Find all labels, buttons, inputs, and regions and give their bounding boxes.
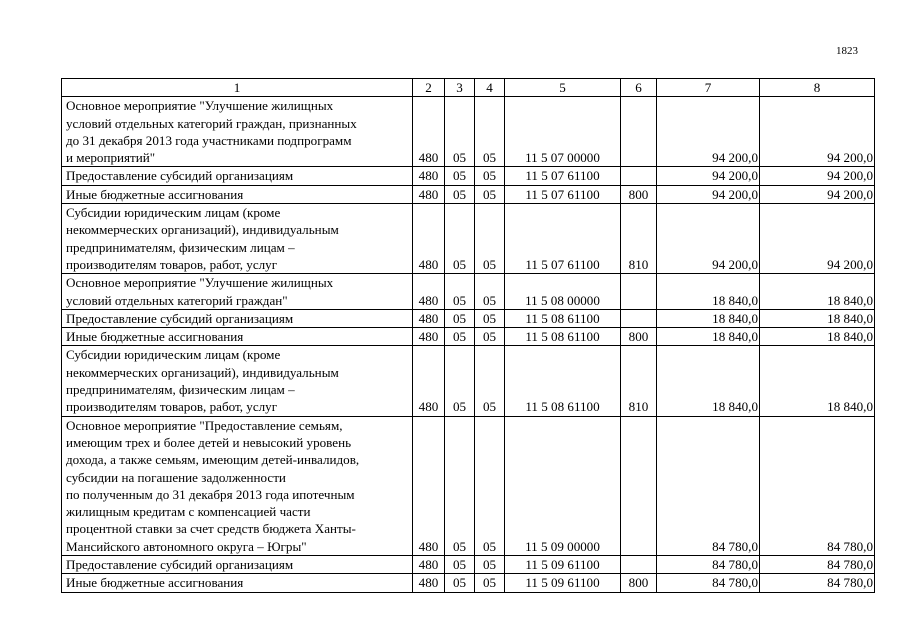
amount-cell: 84 780,0	[657, 556, 760, 574]
table-row	[62, 416, 875, 555]
row-name-line: Основное мероприятие "Предоставление семьям,	[66, 417, 343, 433]
table-row	[62, 274, 875, 310]
row-name-line: Субсидии юридическим лицам (кроме	[66, 347, 281, 363]
row-name-line: Субсидии юридическим лицам (кроме	[66, 205, 281, 221]
amount-cell: 18 840,0	[657, 328, 760, 346]
amount-cell: 84 780,0	[657, 416, 760, 555]
table-row	[62, 574, 875, 592]
amount-cell: 84 780,0	[760, 556, 875, 574]
subsection-code-cell: 05	[475, 274, 505, 310]
target-article-cell: 11 5 08 61100	[505, 309, 621, 327]
subsection-code-cell: 05	[475, 185, 505, 203]
row-name-cell	[62, 574, 413, 592]
admin-code-cell: 480	[413, 97, 445, 167]
row-name-line: некоммерческих организаций), индивидуальным	[66, 364, 339, 380]
section-code-cell: 05	[445, 97, 475, 167]
table-row	[62, 204, 875, 274]
header-cell: 2	[413, 79, 445, 97]
row-name-line: дохода, а также семьям, имеющим детей-инвалидов,	[66, 452, 360, 468]
subsection-code-cell: 05	[475, 416, 505, 555]
table-row	[62, 309, 875, 327]
section-code-cell: 05	[445, 556, 475, 574]
row-name-line: до 31 декабря 2013 года участниками подпрограмм	[66, 132, 352, 148]
subsection-code-cell: 05	[475, 328, 505, 346]
expense-type-cell: 800	[621, 328, 657, 346]
target-article-cell: 11 5 07 61100	[505, 204, 621, 274]
amount-cell: 94 200,0	[657, 204, 760, 274]
row-name-line: и мероприятий"	[66, 150, 156, 166]
header-cell: 8	[760, 79, 875, 97]
admin-code-cell: 480	[413, 328, 445, 346]
row-name-line: производителям товаров, работ, услуг	[66, 399, 278, 415]
amount-cell: 18 840,0	[657, 309, 760, 327]
row-name-cell	[62, 274, 413, 310]
amount-cell: 84 780,0	[657, 574, 760, 592]
amount-cell: 94 200,0	[657, 97, 760, 167]
expense-type-cell	[621, 309, 657, 327]
table-row	[62, 167, 875, 185]
expense-type-cell: 800	[621, 185, 657, 203]
expense-type-cell	[621, 167, 657, 185]
amount-cell: 18 840,0	[760, 309, 875, 327]
target-article-cell: 11 5 07 61100	[505, 167, 621, 185]
expense-type-cell: 800	[621, 574, 657, 592]
row-name-cell	[62, 416, 413, 555]
row-name-cell	[62, 167, 413, 185]
row-name-line: Предоставление субсидий организациям	[66, 168, 294, 184]
amount-cell: 94 200,0	[760, 167, 875, 185]
amount-cell: 94 200,0	[760, 204, 875, 274]
section-code-cell: 05	[445, 574, 475, 592]
admin-code-cell: 480	[413, 167, 445, 185]
admin-code-cell: 480	[413, 416, 445, 555]
target-article-cell: 11 5 07 61100	[505, 185, 621, 203]
section-code-cell: 05	[445, 274, 475, 310]
row-name-cell	[62, 185, 413, 203]
admin-code-cell: 480	[413, 346, 445, 416]
header-cell: 3	[445, 79, 475, 97]
row-name-line: условий отдельных категорий граждан"	[66, 292, 288, 308]
admin-code-cell: 480	[413, 204, 445, 274]
target-article-cell: 11 5 08 00000	[505, 274, 621, 310]
row-name-line: Иные бюджетные ассигнования	[66, 575, 244, 591]
table-row	[62, 185, 875, 203]
header-cell: 1	[62, 79, 413, 97]
row-name-line: предпринимателям, физическим лицам –	[66, 239, 295, 255]
header-cell: 7	[657, 79, 760, 97]
amount-cell: 18 840,0	[760, 346, 875, 416]
section-code-cell: 05	[445, 346, 475, 416]
admin-code-cell: 480	[413, 574, 445, 592]
target-article-cell: 11 5 08 61100	[505, 328, 621, 346]
amount-cell: 94 200,0	[760, 97, 875, 167]
page-number: 1823	[836, 45, 858, 57]
amount-cell: 18 840,0	[760, 328, 875, 346]
expense-type-cell	[621, 556, 657, 574]
row-name-line: условий отдельных категорий граждан, признанных	[66, 115, 357, 131]
amount-cell: 94 200,0	[657, 185, 760, 203]
table-row	[62, 556, 875, 574]
target-article-cell: 11 5 08 61100	[505, 346, 621, 416]
table-row	[62, 346, 875, 416]
section-code-cell: 05	[445, 416, 475, 555]
row-name-line: Иные бюджетные ассигнования	[66, 329, 244, 345]
budget-table	[61, 78, 875, 593]
row-name-cell	[62, 97, 413, 167]
table-row	[62, 97, 875, 167]
target-article-cell: 11 5 09 00000	[505, 416, 621, 555]
expense-type-cell	[621, 274, 657, 310]
row-name-line: некоммерческих организаций), индивидуальным	[66, 222, 339, 238]
section-code-cell: 05	[445, 204, 475, 274]
amount-cell: 84 780,0	[760, 574, 875, 592]
amount-cell: 18 840,0	[657, 346, 760, 416]
admin-code-cell: 480	[413, 309, 445, 327]
subsection-code-cell: 05	[475, 346, 505, 416]
section-code-cell: 05	[445, 328, 475, 346]
section-code-cell: 05	[445, 309, 475, 327]
amount-cell: 18 840,0	[760, 274, 875, 310]
header-cell: 6	[621, 79, 657, 97]
admin-code-cell: 480	[413, 185, 445, 203]
header-cell: 5	[505, 79, 621, 97]
row-name-line: Основное мероприятие "Улучшение жилищных	[66, 98, 334, 114]
table-row	[62, 328, 875, 346]
target-article-cell: 11 5 09 61100	[505, 574, 621, 592]
row-name-line: Предоставление субсидий организациям	[66, 557, 294, 573]
row-name-cell	[62, 346, 413, 416]
subsection-code-cell: 05	[475, 574, 505, 592]
target-article-cell: 11 5 07 00000	[505, 97, 621, 167]
row-name-line: Мансийского автономного округа – Югры"	[66, 538, 307, 554]
row-name-cell	[62, 204, 413, 274]
expense-type-cell	[621, 416, 657, 555]
expense-type-cell: 810	[621, 346, 657, 416]
subsection-code-cell: 05	[475, 309, 505, 327]
row-name-line: субсидии на погашение задолженности	[66, 469, 286, 485]
expense-type-cell	[621, 97, 657, 167]
admin-code-cell: 480	[413, 556, 445, 574]
row-name-cell	[62, 309, 413, 327]
row-name-line: Иные бюджетные ассигнования	[66, 186, 244, 202]
subsection-code-cell: 05	[475, 167, 505, 185]
row-name-line: процентной ставки за счет средств бюджета Ханты-	[66, 521, 356, 537]
subsection-code-cell: 05	[475, 556, 505, 574]
amount-cell: 94 200,0	[657, 167, 760, 185]
amount-cell: 94 200,0	[760, 185, 875, 203]
row-name-cell	[62, 556, 413, 574]
subsection-code-cell: 05	[475, 204, 505, 274]
admin-code-cell: 480	[413, 274, 445, 310]
row-name-line: имеющим трех и более детей и невысокий уровень	[66, 434, 352, 450]
row-name-cell	[62, 328, 413, 346]
section-code-cell: 05	[445, 167, 475, 185]
subsection-code-cell: 05	[475, 97, 505, 167]
row-name-line: Основное мероприятие "Улучшение жилищных	[66, 275, 334, 291]
row-name-line: по полученным до 31 декабря 2013 года ипотечным	[66, 486, 355, 502]
target-article-cell: 11 5 09 61100	[505, 556, 621, 574]
amount-cell: 84 780,0	[760, 416, 875, 555]
section-code-cell: 05	[445, 185, 475, 203]
row-name-line: жилищным кредитам с компенсацией части	[66, 504, 311, 520]
row-name-line: Предоставление субсидий организациям	[66, 310, 294, 326]
amount-cell: 18 840,0	[657, 274, 760, 310]
row-name-line: производителям товаров, работ, услуг	[66, 256, 278, 272]
row-name-line: предпринимателям, физическим лицам –	[66, 382, 295, 398]
table-header-row	[62, 79, 875, 97]
header-cell: 4	[475, 79, 505, 97]
expense-type-cell: 810	[621, 204, 657, 274]
